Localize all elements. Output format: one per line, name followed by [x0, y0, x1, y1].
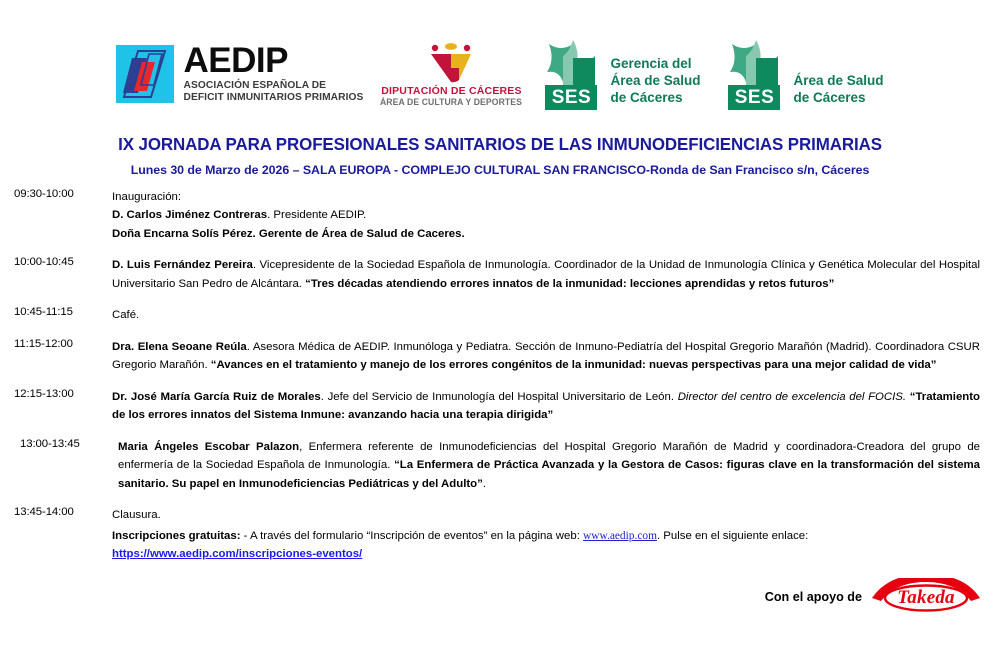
- ses-leaf-icon: [722, 38, 786, 110]
- schedule-body: [112, 388, 986, 425]
- speaker-affiliation: . Presidente AEDIP.: [267, 209, 367, 222]
- ses-abbr-badge: SES: [728, 85, 780, 110]
- speaker-role-italic: Director del centro de excelencia del FOCIS.: [677, 390, 907, 403]
- speaker-name: Maria Ángeles Escobar Palazon: [118, 440, 300, 453]
- page-title: IX JORNADA PARA PROFESIONALES SANITARIOS DE LAS INMUNODEFICIENCIAS PRIMARIAS: [118, 134, 882, 154]
- schedule-row: [14, 256, 986, 293]
- schedule-time: 09:30-10:00: [14, 188, 74, 200]
- ses-area-logo: [722, 38, 883, 110]
- registration-text-1: - A través del formulario “Inscripción de eventos” en la página web:: [240, 529, 584, 542]
- speaker-affiliation: . Jefe del Servicio de Inmunología del Hospital Universitario de León.: [320, 390, 678, 403]
- speaker-affiliation: . Asesora Médica de AEDIP. Inmunóloga y Pediatra. Sección de Inmuno-Pediatría del Hospital Gregorio Marañón (Madrid). Coordinadora CSUR Gregorio Marañón.: [112, 340, 980, 372]
- aedip-logo-mark: [116, 45, 174, 103]
- registration-form-link[interactable]: https://www.aedip.com/inscripciones-eventos/: [112, 548, 363, 561]
- schedule-time: 10:00-10:45: [14, 256, 74, 269]
- schedule-time: 13:00-13:45: [20, 437, 80, 450]
- talk-title: “Tres décadas atendiendo errores innatos de la inmunidad: lecciones aprendidas y retos futuros”: [305, 277, 835, 290]
- schedule-row: [14, 438, 986, 493]
- schedule-row: [14, 338, 986, 375]
- schedule-time: 10:45-11:15: [14, 306, 73, 319]
- speaker-name: D. Luis Fernández Pereira: [112, 259, 253, 272]
- schedule-body: [112, 506, 986, 563]
- diputacion-line1: DIPUTACIÓN DE CÁCERES: [381, 84, 522, 97]
- aedip-logo-text: [183, 41, 364, 103]
- schedule-time: 11:15-12:00: [14, 337, 73, 350]
- schedule-body: [112, 256, 986, 293]
- diputacion-crown-icon: [421, 42, 481, 84]
- ses-gerencia-caption-line3: de Cáceres: [610, 89, 683, 105]
- speaker-name: Dr. José María García Ruiz de Morales: [112, 390, 321, 403]
- talk-title: “Tratamiento de los errores innatos del Sistema Inmune: avanzando hacia una terapia dirigida”: [112, 390, 981, 422]
- ses-gerencia-caption-line2: Área de Salud: [610, 72, 701, 88]
- schedule-body: [118, 438, 986, 493]
- closing-text: Clausura.: [112, 509, 161, 522]
- takeda-logo: [870, 578, 982, 616]
- aedip-subtitle-line2: DEFICIT INMUNITARIOS PRIMARIOS: [183, 91, 364, 103]
- speaker-affiliation: . Vicepresidente de la Sociedad Española de Inmunología. Coordinador de la Unidad de Inmunología Clínica y Genética Molecular del Hospital Universitario San Pedro de Alcántara.: [112, 259, 981, 290]
- ses-area-caption-line2: de Cáceres: [793, 89, 866, 105]
- aedip-parallelogram-icon: [116, 45, 174, 103]
- sponsor-footer: [765, 578, 982, 616]
- schedule-line: [112, 225, 980, 243]
- talk-title: “La Enfermera de Práctica Avanzada y la Gestora de Casos: figuras clave en la transformación del sistema sanitario. Su papel en Inmunodeficiencias Pediátricas y del Adulto”: [118, 459, 980, 490]
- schedule-line: Inauguración:: [112, 191, 182, 203]
- ses-gerencia-caption: [610, 55, 700, 110]
- speaker-name: Dra. Elena Seoane Reúla: [112, 340, 247, 353]
- talk-title: “Avances en el tratamiento y manejo de los errores congénitos de la inmunidad: nuevas perspectivas para una mejor calidad de vida”: [210, 359, 937, 372]
- schedule-row: [14, 388, 986, 425]
- schedule-row: [14, 506, 986, 563]
- logo-bar: [0, 0, 1000, 112]
- aedip-subtitle: [183, 80, 363, 104]
- talk-title-tail: .: [482, 477, 486, 490]
- diputacion-line2: ÁREA DE CULTURA Y DEPORTES: [380, 96, 523, 107]
- aedip-website-link[interactable]: www.aedip.com: [583, 529, 657, 542]
- schedule-time: 12:15-13:00: [14, 387, 74, 400]
- support-text: Con el apoyo de: [764, 590, 862, 604]
- schedule-body: [112, 338, 986, 375]
- ses-area-caption-line1: Área de Salud: [793, 72, 884, 88]
- registration-label: Inscripciones gratuitas:: [112, 529, 241, 542]
- page-subtitle: Lunes 30 de Marzo de 2026 – SALA EUROPA - COMPLEJO CULTURAL SAN FRANCISCO-Ronda de San Francisco s/n, Cáceres: [130, 163, 870, 177]
- registration-text-2: . Pulse en el siguiente enlace:: [656, 529, 809, 542]
- speaker-affiliation: , Enfermera referente de Inmunodeficiencias del Hospital Gregorio Marañón de Madrid y coordinadora-Creadora del grupo de enfermería de la Sociedad Española de Inmunología.: [118, 440, 980, 472]
- ses-abbr-badge: SES: [545, 85, 597, 110]
- schedule-body: Café.: [112, 309, 140, 322]
- ses-leaf-icon: [539, 38, 603, 110]
- schedule-row: [14, 306, 986, 324]
- aedip-title: AEDIP: [183, 41, 288, 81]
- diputacion-caceres-logo: [380, 42, 523, 107]
- schedule-line: [112, 206, 980, 224]
- aedip-subtitle-line1: ASOCIACIÓN ESPAÑOLA DE: [183, 79, 327, 91]
- ses-gerencia-caption-line1: Gerencia del: [610, 55, 692, 71]
- ses-gerencia-logo: [539, 38, 700, 110]
- aedip-logo: [116, 41, 364, 103]
- schedule-list: [0, 188, 1000, 564]
- speaker-name: D. Carlos Jiménez Contreras: [112, 209, 268, 222]
- schedule-body: [112, 188, 986, 243]
- schedule-time: 13:45-14:00: [14, 506, 74, 519]
- takeda-wordmark: Takeda: [897, 587, 955, 608]
- speaker-name: Doña Encarna Solís Pérez. Gerente de Área de Salud de Caceres.: [112, 227, 465, 240]
- schedule-row: [14, 188, 986, 243]
- registration-block: [112, 527, 980, 564]
- ses-area-caption: [793, 72, 883, 110]
